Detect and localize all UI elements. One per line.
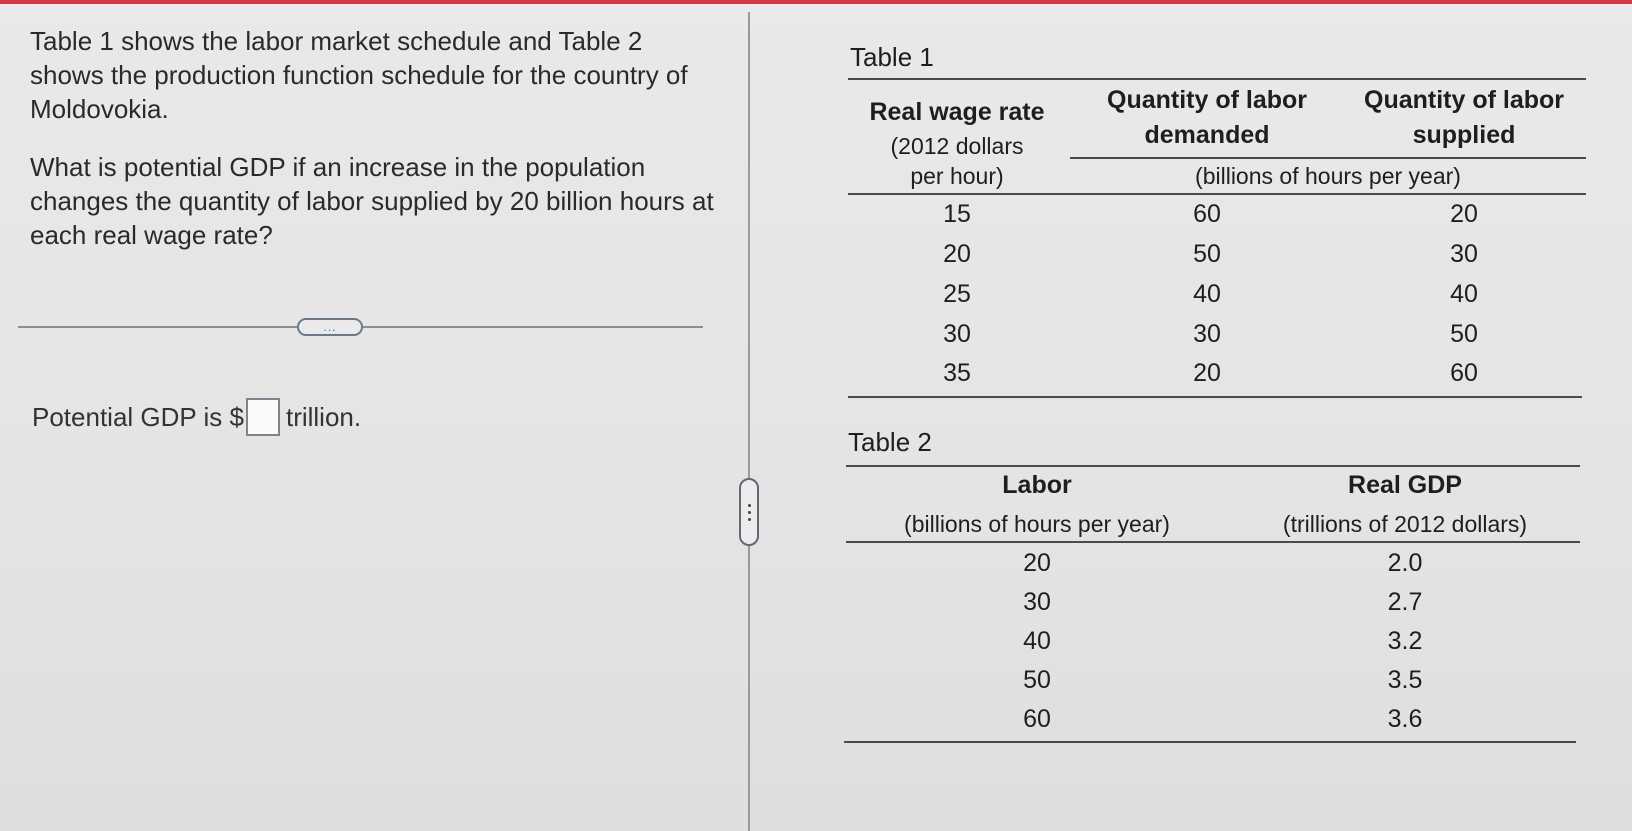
table2-cell-gdp: 3.6 [1387,705,1423,733]
table1-bottom-rule [848,396,1582,398]
table1-cell-demanded: 50 [1193,240,1221,268]
grip-dot-icon [748,504,751,507]
pane-splitter [748,12,750,831]
table2-cell-labor: 50 [1023,666,1051,694]
question-prompt: What is potential GDP if an increase in the population changes the quantity of labor supplied by 20 billion hours at each real wage rate? [30,152,714,250]
table2-col-labor-unit: (billions of hours per year) [904,511,1170,537]
table2-header-bottom-rule [846,541,1580,543]
table2-cell-gdp: 3.5 [1387,666,1423,694]
table2-col-labor-header: Labor [1002,471,1072,499]
table1-cell-supplied: 40 [1450,280,1478,308]
question-intro: Table 1 shows the labor market schedule and Table 2 shows the production function schedule for the country of Moldovokia. [30,26,688,124]
table1-top-rule [848,78,1586,80]
table2-col-gdp-unit: (trillions of 2012 dollars) [1282,511,1528,537]
table1-cell-wage: 15 [943,200,971,228]
table1-cell-supplied: 30 [1450,240,1478,268]
table2-cell-labor: 60 [1023,705,1051,733]
grip-dot-icon [748,511,751,514]
table1-cell-demanded: 60 [1193,200,1221,228]
table2-cell-labor: 30 [1023,588,1051,616]
potential-gdp-input[interactable] [246,398,280,436]
table1-cell-demanded: 30 [1193,320,1221,348]
answer-line [32,398,361,436]
table1-shared-unit: (billions of hours per year) [1195,163,1461,189]
table2-top-rule [846,465,1580,467]
table1-title: Table 1 [850,42,934,72]
table1-col-wage-unit-2: per hour) [910,163,1004,189]
table1-col-wage-header: Real wage rate [869,98,1045,126]
table1-cell-wage: 25 [943,280,971,308]
table1-col-demanded-header-2: demanded [1144,121,1270,149]
table1-col-demanded-header-1: Quantity of labor [1107,86,1307,114]
table1-col-wage-unit-1: (2012 dollars [890,133,1024,159]
question-text [30,24,720,276]
table1-cell-demanded: 20 [1193,359,1221,387]
table1-cell-supplied: 50 [1450,320,1478,348]
grip-dot-icon [748,518,751,521]
table2-bottom-rule [844,741,1576,743]
table1-header-bottom-rule [848,193,1586,195]
table1-header-mid-rule [1070,157,1586,159]
table2-col-gdp-header: Real GDP [1348,471,1462,499]
table1-cell-wage: 20 [943,240,971,268]
answer-suffix: trillion. [285,401,362,432]
table2-cell-gdp: 2.7 [1387,588,1423,616]
table1-cell-supplied: 20 [1450,200,1478,228]
table2-title: Table 2 [848,427,932,457]
table2-cell-gdp: 3.2 [1387,627,1423,655]
table1-col-supplied-header-1: Quantity of labor [1364,86,1564,114]
expand-more-button[interactable]: ... [297,318,363,336]
table2-cell-labor: 20 [1023,549,1051,577]
table1-cell-wage: 30 [943,320,971,348]
table1-cell-demanded: 40 [1193,280,1221,308]
table2-cell-gdp: 2.0 [1387,549,1423,577]
table1-cell-wage: 35 [943,359,971,387]
table1-cell-supplied: 60 [1450,359,1478,387]
splitter-drag-handle[interactable] [739,478,759,546]
answer-prefix: Potential GDP is $ [32,401,244,432]
table2-cell-labor: 40 [1023,627,1051,655]
table1-col-supplied-header-2: supplied [1412,121,1516,149]
question-pane [0,0,745,831]
